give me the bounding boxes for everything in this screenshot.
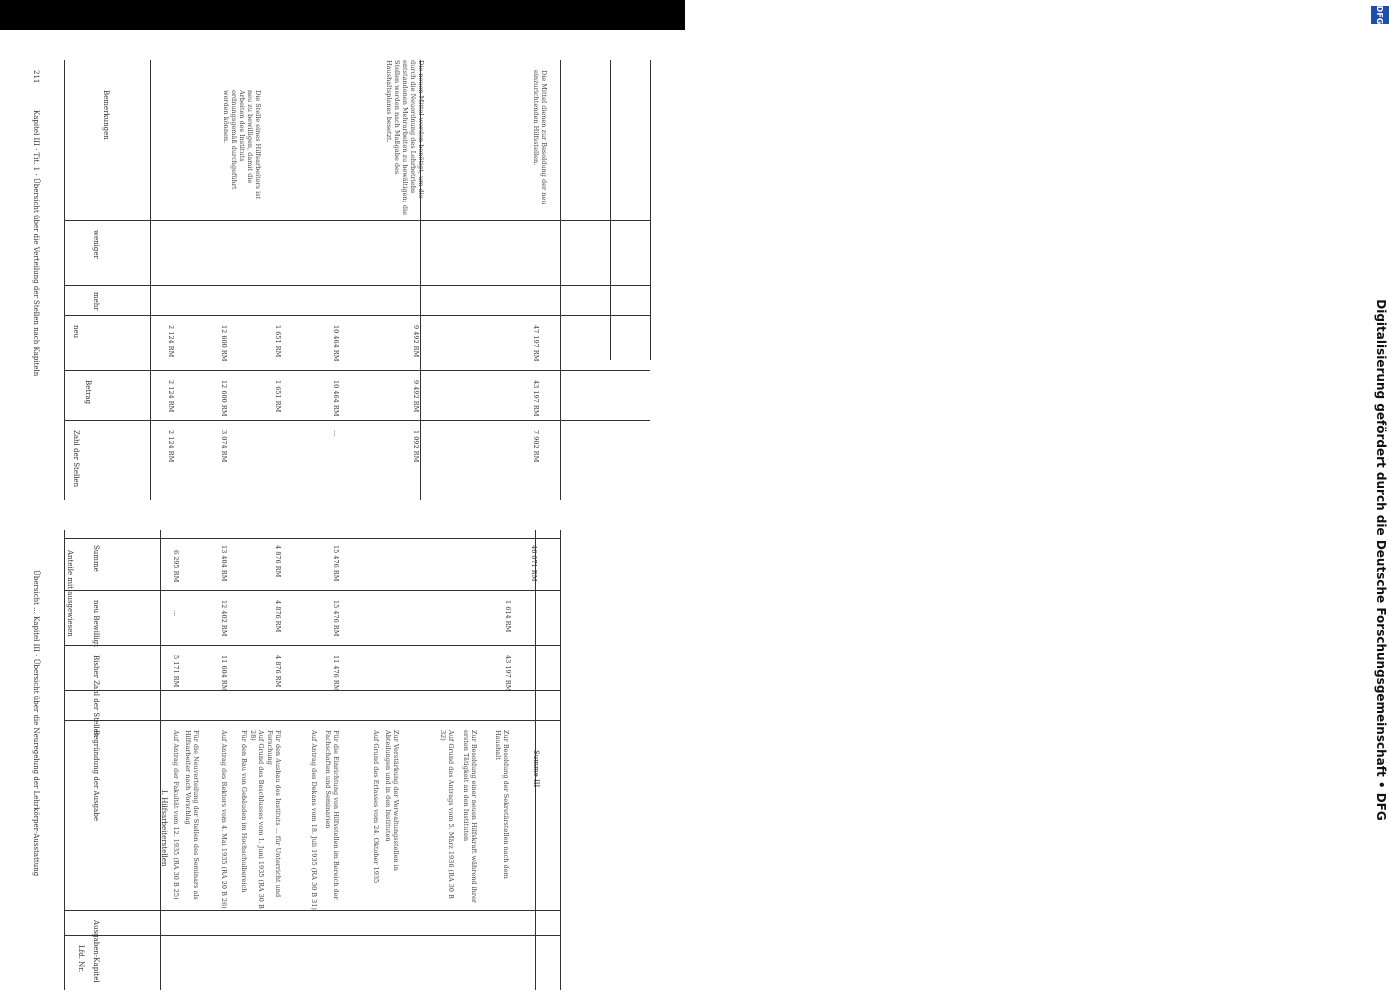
table-rule	[64, 285, 650, 286]
table-row-value: 4 876 RM	[274, 545, 282, 578]
table-row-value: 9 492 RM	[412, 380, 420, 413]
table-rule	[64, 690, 560, 691]
table-rule	[64, 220, 650, 221]
table-row-value: 1 092 RM	[412, 430, 420, 463]
table-row-value: 10 464 RM	[332, 380, 340, 417]
table-row-value: 12 600 RM	[220, 325, 228, 362]
table-row-value: ...	[332, 430, 340, 437]
page-number: 211	[32, 70, 40, 84]
dfg-sidebar	[685, 0, 1388, 1000]
table-row-value: 15 476 RM	[332, 545, 340, 582]
header-ausgaben: Ausgaben-Kapitel	[92, 920, 100, 983]
header-bisher: Bisher Zahl der Stellen	[92, 655, 100, 738]
remark-text: Die Stelle eines Hilfsarbeiters ist neu zu bewilligen, damit die Arbeiten des Instituts ordnungsgemäß durchgeführt werden können.	[222, 90, 262, 200]
table-row-value: 12 600 RM	[220, 380, 228, 417]
table-row-value: 1 651 RM	[274, 325, 282, 358]
header-neu: neu	[72, 325, 80, 339]
table-row-text: Zur Verstärkung der Verwaltungsstellen in Abteilungen und in den Instituten	[384, 730, 400, 871]
table-row-text: Für den Ausbau des Instituts ... für Unterricht und Forschung	[266, 730, 282, 898]
table-rule	[64, 538, 560, 539]
table-row-value: 1 651 RM	[274, 380, 282, 413]
total-label: Summe III	[532, 750, 540, 788]
header-lfd-nr: Lfd. Nr.	[77, 945, 85, 973]
table-row-value: 11 476 RM	[332, 655, 340, 692]
header-anteile: Anteile mit ausgewiesen	[66, 550, 74, 637]
table-rule	[650, 60, 651, 360]
dfg-funding-notice: Digitalisierung gefördert durch die Deutsche Forschungsgemeinschaft • DFG	[1374, 299, 1388, 821]
table-row-text: Auf Antrag der Fakultät vom 12. 1935 (RA 30 B 25)	[172, 730, 180, 900]
remark-text: Die neuen Mittel werden benötigt, um die durch die Neuordnung des Lehrbetriebs entstandenen Mehrarbeiten zu bewältigen; die Stellen werden nach Maßgabe des Haushaltsplanes besetzt.	[385, 60, 425, 215]
table-row-text: Für den Bau von Gebäuden im Hochschulbereich	[240, 730, 248, 893]
table-rule	[64, 720, 560, 721]
table-row-value: 2 124 RM	[167, 430, 175, 463]
table-rule	[560, 530, 561, 990]
header-weniger: weniger	[92, 230, 100, 259]
table-row-text: Zur Besoldung einer neuen Hilfskraft während ihrer ersten Tätigkeit an den Instituten	[462, 730, 478, 903]
dfg-logo-icon	[1371, 6, 1389, 24]
table-row-text: Auf Antrag des Rektors vom 4. Mai 1935 (RA 20 B 26)	[220, 730, 228, 909]
table-row-text: Auf Grund des Antrags vom 5. März 1936 (RA 30 B 32)	[439, 730, 455, 899]
table-row-value: 6 295 RM	[172, 550, 180, 583]
total-value: 47 197 RM	[532, 325, 540, 362]
header-bemerkungen: Bemerkungen	[102, 90, 110, 140]
section-title: I. Hilfsarbeiterstellen	[160, 790, 168, 867]
header-summe: Summe	[92, 545, 100, 572]
table-row-value: 2 124 RM	[167, 380, 175, 413]
table-rule	[160, 530, 161, 990]
scanned-document-page	[0, 30, 685, 1000]
table-row-value: 3 074 RM	[220, 430, 228, 463]
table-row-text: Für die Einrichtung von Hilfsstellen im Bereich der Fachschaften und Seminarien	[324, 730, 340, 900]
table-row-value: 4 876 RM	[274, 655, 282, 688]
table-row-value: 5 171 RM	[172, 655, 180, 688]
table-row-value: 46 071 RM	[530, 545, 538, 582]
table-rule	[150, 60, 151, 500]
table-rule	[64, 935, 560, 936]
table-row-value: ...	[172, 610, 180, 617]
table-row-value: 9 492 RM	[412, 325, 420, 358]
table-row-value: 1 614 RM	[504, 600, 512, 633]
table-row-value: 4 876 RM	[274, 600, 282, 633]
table-rule	[560, 60, 561, 500]
left-running-head: Übersicht ... Kapitel III · Übersicht über die Neuregelung der Lehrkörper-Ausstattung	[32, 570, 40, 877]
table-row-value: 43 197 RM	[504, 655, 512, 692]
remark-text: Die Mittel dienen zur Besoldung der neu einzurichtenden Hilfsstellen.	[532, 70, 548, 205]
total-value: 7 902 RM	[532, 430, 540, 463]
table-row-value: 2 124 RM	[167, 325, 175, 358]
table-row-text: Auf Grund des Erlasses vom 24. Oktober 1935	[372, 730, 380, 884]
table-row-value: 15 476 RM	[332, 600, 340, 637]
table-rule	[64, 370, 650, 371]
table-row-text: Zur Besoldung der Sekretärstellen nach dem Haushalt	[494, 730, 510, 879]
header-zahl-stellen: Zahl der Stellen	[72, 430, 80, 488]
header-betrag: Betrag	[84, 380, 92, 405]
table-row-value: 13 404 RM	[220, 545, 228, 582]
total-value: 43 197 RM	[532, 380, 540, 417]
table-row-value: 12 402 RM	[220, 600, 228, 637]
table-row-value: 10 464 RM	[332, 325, 340, 362]
table-row-text: Für die Neuverteilung der Stellen des Seminars als Hilfsarbeiter nach Vorschlag	[184, 730, 200, 900]
table-rule	[64, 315, 650, 316]
table-rule	[64, 60, 65, 500]
header-neu: neu Bewilligt	[92, 600, 100, 647]
header-mehr: mehr	[92, 292, 100, 311]
right-running-head: Kapitel III · Tit. 1 · Übersicht über die Verteilung der Stellen nach Kapiteln	[32, 110, 40, 377]
table-row-text: Auf Grund des Beschlusses vom 1. Juni 1935 (RA 30 B 28)	[249, 730, 265, 909]
table-rule	[64, 645, 560, 646]
table-rule	[64, 590, 560, 591]
table-rule	[64, 910, 560, 911]
table-row-text: Auf Antrag des Dekans vom 18. Juli 1935 (RA 30 B 31)	[310, 730, 318, 910]
table-row-value: 11 604 RM	[220, 655, 228, 692]
dfg-logo-text: DFG	[1375, 5, 1385, 25]
top-black-bar	[0, 0, 707, 30]
header-begruendung: Begründung der Ausgabe	[92, 730, 100, 821]
table-rule	[64, 420, 650, 421]
